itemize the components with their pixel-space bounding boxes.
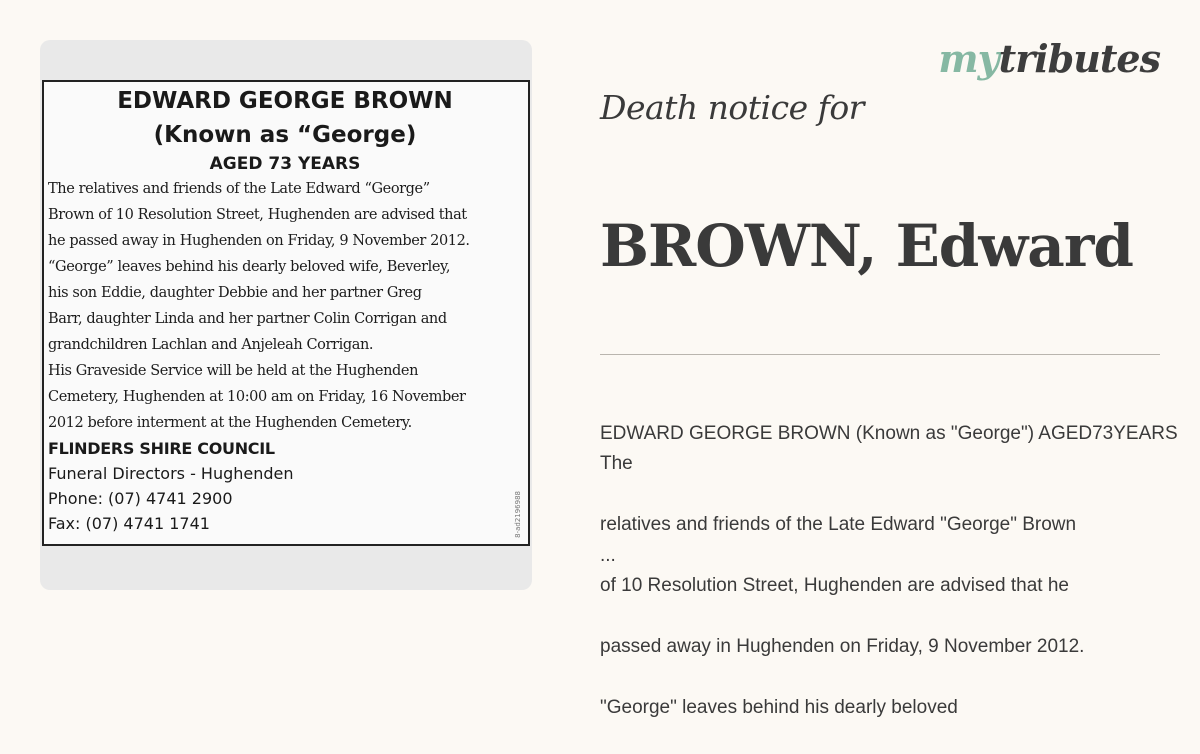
clipping-fax: Fax: (07) 4741 1741 xyxy=(48,514,210,533)
excerpt-line: EDWARD GEORGE BROWN (Known as "George") AGED73YEARS The xyxy=(600,422,1178,474)
clipping-service-line: Cemetery, Hughenden at 10:00 am on Friday, 16 November xyxy=(48,389,466,405)
clipping-council: FLINDERS SHIRE COUNCIL xyxy=(48,439,275,458)
clipping-line: “George” leaves behind his dearly beloved wife, Beverley, xyxy=(48,259,451,275)
clipping-service-line: 2012 before interment at the Hughenden Cemetery. xyxy=(48,415,412,431)
clipping-service-line: His Graveside Service will be held at the Hughenden xyxy=(48,363,419,379)
excerpt-line: of 10 Resolution Street, Hughenden are advised that he xyxy=(600,575,1069,596)
newspaper-clipping xyxy=(42,80,530,546)
clipping-age: AGED 73 YEARS xyxy=(209,154,361,174)
deceased-name: BROWN, Edward xyxy=(600,212,1133,280)
clipping-line: he passed away in Hughenden on Friday, 9 November 2012. xyxy=(48,233,470,249)
clipping-line: his son Eddie, daughter Debbie and her partner Greg xyxy=(48,285,422,301)
clipping-name: EDWARD GEORGE BROWN xyxy=(117,88,453,114)
notice-excerpt xyxy=(600,388,1200,754)
clipping-line: Brown of 10 Resolution Street, Hughenden are advised that xyxy=(48,207,467,223)
clipping-directors: Funeral Directors - Hughenden xyxy=(48,464,294,483)
logo-my: my xyxy=(938,36,999,81)
death-notice-label: Death notice for xyxy=(600,88,864,127)
mytributes-logo[interactable] xyxy=(938,36,1160,81)
clipping-phone: Phone: (07) 4741 2900 xyxy=(48,489,233,508)
clipping-line: The relatives and friends of the Late Edward “George” xyxy=(48,181,430,197)
clipping-line: grandchildren Lachlan and Anjeleah Corrigan. xyxy=(48,337,374,353)
clipping-body xyxy=(48,176,522,436)
clipping-line: Barr, daughter Linda and her partner Colin Corrigan and xyxy=(48,311,447,327)
excerpt-ellipsis: ... xyxy=(600,545,616,566)
excerpt-line: passed away in Hughenden on Friday, 9 November 2012. xyxy=(600,636,1085,657)
notice-image-card xyxy=(40,40,532,590)
excerpt-line: "George" leaves behind his dearly beloved xyxy=(600,697,958,718)
logo-tributes: tributes xyxy=(998,36,1160,81)
clipping-known-as: (Known as “George) xyxy=(153,122,417,148)
divider xyxy=(600,354,1160,355)
excerpt-line: relatives and friends of the Late Edward "George" Brown xyxy=(600,514,1077,535)
clipping-code: 8-ad2196988 xyxy=(514,491,522,538)
